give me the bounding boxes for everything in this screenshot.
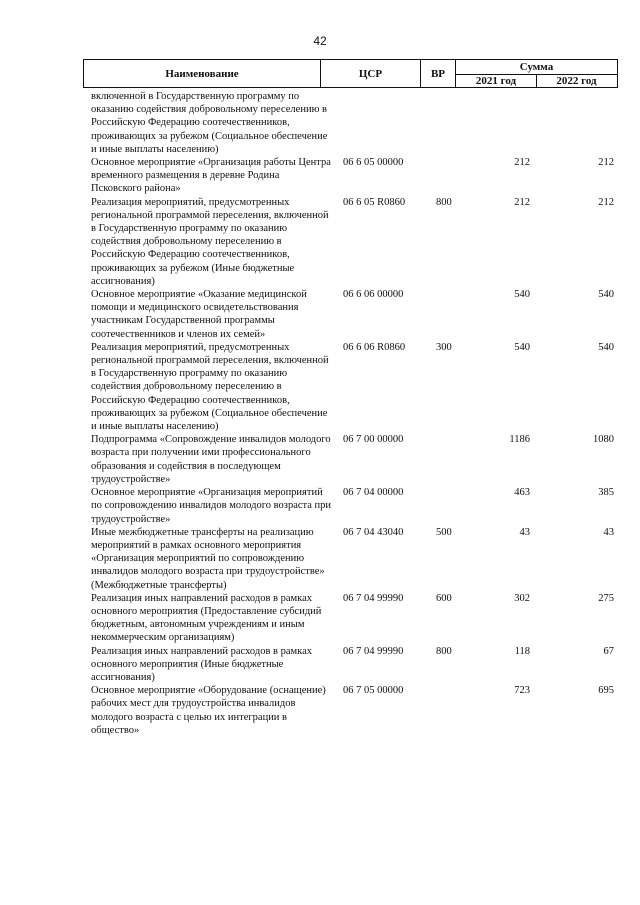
header-sum: Сумма [456, 60, 617, 75]
header-year-2022: 2022 год [556, 75, 597, 87]
header-name: Наименование [84, 60, 321, 87]
table-row [0, 592, 640, 645]
row-csr: 06 7 04 43040 [343, 526, 404, 538]
row-name: Основное мероприятие «Организация работы Центра временного размещения в деревне Родина Псковского района» [91, 157, 331, 195]
header-vr: ВР [421, 60, 456, 87]
row-csr: 06 7 05 00000 [343, 685, 404, 697]
table-row [0, 156, 640, 196]
header-sum-group [456, 60, 617, 87]
row-csr: 06 7 04 00000 [343, 487, 404, 499]
table-row [0, 684, 640, 737]
row-vr: 600 [436, 592, 452, 604]
row-name: Иные межбюджетные трансферты на реализацию мероприятий в рамках основного мероприятия «Организация мероприятий по сопровождению инвалидов молодого возраста при трудоустройстве» (Межбюджетные трансферты) [91, 526, 325, 591]
row-sum-2022: 212 [598, 157, 614, 169]
row-sum-2021: 723 [514, 685, 530, 697]
row-sum-2021: 1186 [509, 434, 530, 446]
row-sum-2021: 302 [514, 592, 530, 604]
row-sum-2021: 463 [514, 487, 530, 499]
row-sum-2021: 212 [514, 157, 530, 169]
header-years [456, 74, 617, 87]
row-name: Подпрограмма «Сопровождение инвалидов молодого возраста при получении ими профессионального образования и содействия в последующем трудоустройстве» [91, 434, 331, 485]
table-row [0, 526, 640, 592]
table-row [0, 341, 640, 433]
table-row [0, 486, 640, 526]
row-vr: 500 [436, 526, 452, 538]
row-sum-2021: 43 [519, 526, 530, 538]
row-sum-2021: 540 [514, 341, 530, 353]
row-sum-2022: 540 [598, 341, 614, 353]
page-number: 42 [313, 34, 327, 48]
row-csr: 06 6 05 R0860 [343, 196, 406, 208]
row-vr: 800 [436, 196, 452, 208]
header-csr: ЦСР [321, 60, 421, 87]
table-row [0, 196, 640, 288]
row-csr: 06 7 04 99990 [343, 645, 404, 657]
table-header [83, 59, 618, 88]
row-name: Основное мероприятие «Оказание медицинской помощи и медицинского освидетельствования участникам Государственной программы соотечественников и членов их семей» [91, 289, 307, 340]
row-sum-2022: 540 [598, 289, 614, 301]
row-csr: 06 7 00 00000 [343, 434, 404, 446]
row-csr: 06 7 04 99990 [343, 592, 404, 604]
table-row [0, 433, 640, 486]
row-name: Реализация мероприятий, предусмотренных региональной программой переселения, включенной в Государственную программу по оказанию содействия добровольному переселению в Российскую Федерацию соотечественников, проживающих за рубежом (Социальное обеспечение и иные выплаты населению) [91, 341, 329, 433]
row-name: Реализация мероприятий, предусмотренных региональной программой переселения, включенной в Государственную программу по оказанию содействия добровольному переселению в Российскую Федерацию соотечественников, проживающих за рубежом (Иные бюджетные ассигнования) [91, 196, 329, 287]
row-vr: 300 [436, 341, 452, 353]
row-name: Реализация иных направлений расходов в рамках основного мероприятия (Иные бюджетные ассигнования) [91, 645, 313, 683]
row-vr: 800 [436, 645, 452, 657]
row-csr: 06 6 06 00000 [343, 289, 404, 301]
row-name: Реализация иных направлений расходов в рамках основного мероприятия (Предоставление субсидий бюджетным, автономным учреждениям и иным некоммерческим организациям) [91, 592, 322, 644]
row-name: Основное мероприятие «Оборудование (оснащение) рабочих мест для трудоустройства инвалидов молодого возраста с целью их интеграции в общество» [91, 685, 326, 736]
header-year-2021: 2021 год [456, 74, 537, 87]
row-sum-2022: 275 [598, 592, 614, 604]
row-sum-2022: 212 [598, 196, 614, 208]
row-csr: 06 6 06 R0860 [343, 341, 406, 353]
row-sum-2021: 118 [514, 645, 530, 657]
row-sum-2022: 43 [603, 526, 614, 538]
table-row [0, 645, 640, 685]
row-name: включенной в Государственную программу по оказанию содействия добровольному переселению в Российскую Федерацию соотечественников, проживающих за рубежом (Социальное обеспечение и иные выплаты населению) [91, 91, 328, 155]
row-sum-2022: 695 [598, 685, 614, 697]
row-csr: 06 6 05 00000 [343, 157, 404, 169]
table-body [0, 90, 640, 737]
table-row [0, 90, 640, 156]
row-sum-2022: 1080 [593, 434, 614, 446]
table-row [0, 288, 640, 341]
row-sum-2022: 385 [598, 487, 614, 499]
row-sum-2021: 212 [514, 196, 530, 208]
row-sum-2022: 67 [603, 645, 614, 657]
row-sum-2021: 540 [514, 289, 530, 301]
row-name: Основное мероприятие «Организация мероприятий по сопровождению инвалидов молодого возраста при трудоустройстве» [91, 487, 332, 525]
